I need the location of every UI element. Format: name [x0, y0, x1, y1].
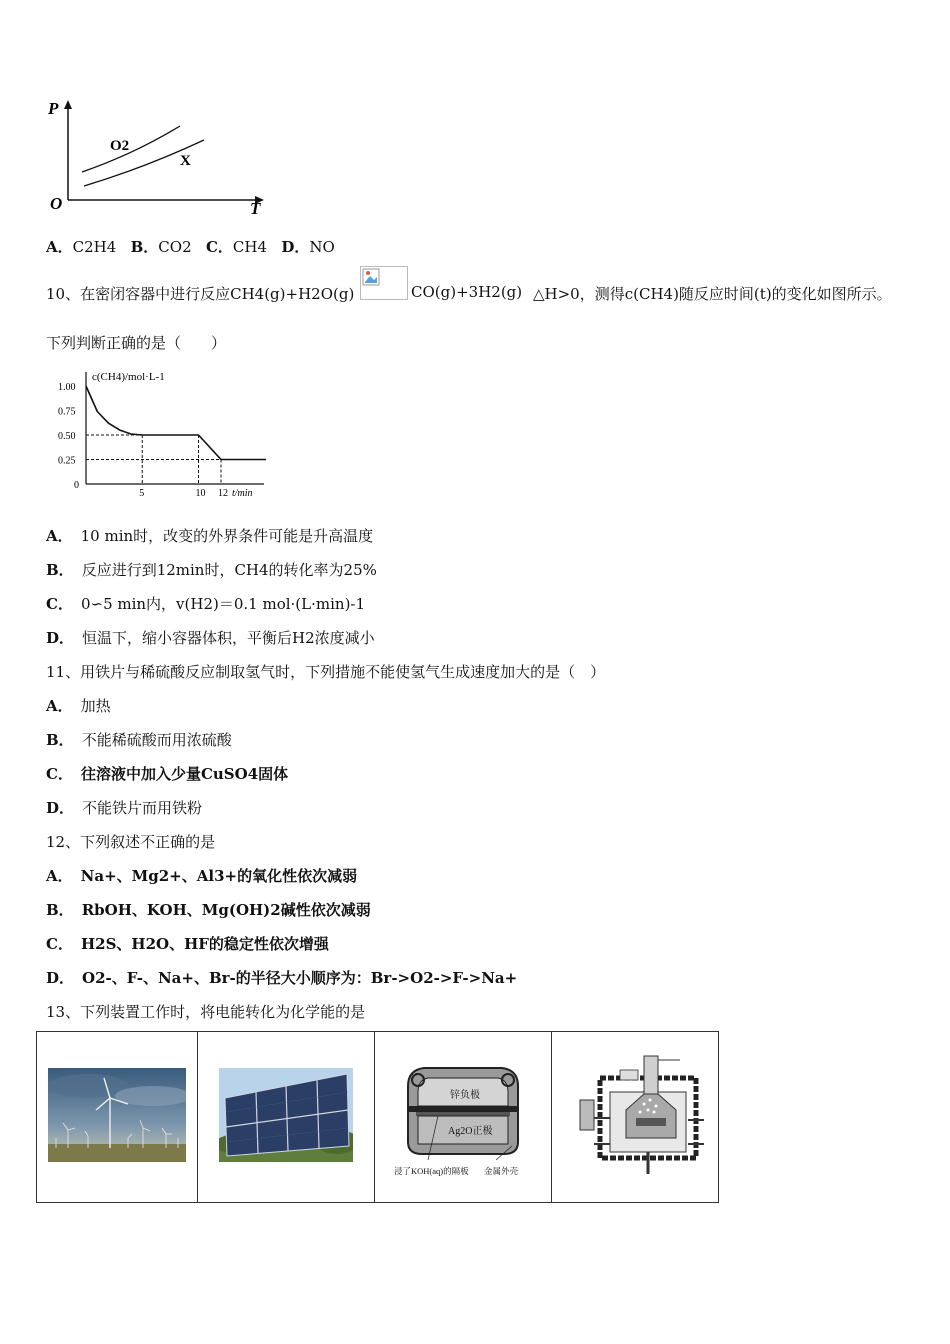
- chart-y-tick-label: 1.00: [58, 382, 76, 393]
- q11-option-c: C． 往溶液中加入少量CuSO4固体: [46, 765, 289, 783]
- device-cell-solar: [198, 1032, 375, 1203]
- device-cell-electrolysis: [552, 1032, 719, 1203]
- chart-x-tick-label: 12: [218, 488, 228, 499]
- pt-curve-o2: [82, 126, 180, 172]
- chart-y-tick-label: 0.25: [58, 455, 76, 467]
- q10-option-a: A． 10 min时，改变的外界条件可能是升高温度: [46, 527, 374, 545]
- q9-option-b: B．CO2: [130, 238, 192, 256]
- device-cell-battery: [375, 1032, 552, 1203]
- q13-stem: 13、下列装置工作时，将电能转化为化学能的是: [46, 1003, 366, 1021]
- q11-option-d: D． 不能铁片而用铁粉: [46, 799, 203, 817]
- chart-x-axis-label: t/min: [232, 488, 253, 499]
- q9-options: [46, 236, 335, 257]
- q10-option-b: B． 反应进行到12min时，CH4的转化率为25%: [46, 561, 377, 579]
- q12-option-b: B． RbOH、KOH、Mg(OH)2碱性依次减弱: [46, 901, 371, 919]
- q12-option-d: D． O2-、F-、Na+、Br-的半径大小顺序为：Br->O2->F->Na+: [46, 969, 518, 987]
- pt-graph: [44, 96, 274, 220]
- solar-panel-photo: [219, 1068, 353, 1162]
- battery-bottom-label: Ag2O正极: [448, 1126, 493, 1137]
- chart-x-tick-label: 5: [139, 488, 145, 499]
- chart-y-tick-label: 0.75: [58, 406, 76, 418]
- button-battery-diagram: [388, 1050, 538, 1180]
- device-cell-wind: [37, 1032, 198, 1203]
- battery-caption-left: 浸了KOH(aq)的隔板: [394, 1166, 469, 1176]
- chart-y-tick-label: 0.50: [58, 431, 76, 442]
- broken-image-icon: [360, 266, 408, 300]
- q9-option-d: D．NO: [281, 238, 335, 256]
- chart-series-line-ch4: [86, 386, 266, 460]
- q9-option-c: C．CH4: [205, 238, 267, 256]
- q12-stem: 12、下列叙述不正确的是: [46, 833, 216, 851]
- q11-stem: 11、用铁片与稀硫酸反应制取氢气时，下列措施不能使氢气生成速度加大的是（ ）: [46, 663, 606, 681]
- battery-top-label: 锌负极: [450, 1090, 480, 1101]
- q10-stem-part1: 10、在密闭容器中进行反应CH4(g)+H2O(g): [46, 285, 355, 303]
- pt-curve-o2-label: O2: [110, 138, 130, 154]
- q11-option-a: A． 加热: [46, 697, 111, 715]
- pt-y-arrow: [64, 100, 72, 109]
- q9-option-a: A．C2H4: [46, 238, 117, 256]
- q12-option-a: A． Na+、Mg2+、Al3+的氧化性依次减弱: [46, 867, 358, 885]
- pt-y-label: P: [48, 99, 59, 118]
- q10-stem-part2: CO(g)+3H2(g): [411, 283, 523, 301]
- pt-x-label: T: [250, 199, 261, 218]
- battery-caption-right: 金属外壳: [484, 1166, 519, 1176]
- q10-stem-part3: △H>0，测得c(CH4)随反应时间(t)的变化如图所示。: [533, 285, 892, 303]
- pt-curve-x-label: X: [180, 153, 191, 169]
- q10-option-c: C． 0∽5 min内，v(H2)＝0.1 mol·(L·min)-1: [46, 595, 366, 613]
- q10-stem-line2: 下列判断正确的是（ ）: [46, 334, 227, 352]
- q12-option-c: C． H2S、H2O、HF的稳定性依次增强: [46, 935, 329, 953]
- q11-option-b: B． 不能稀硫酸而用浓硫酸: [46, 731, 232, 749]
- electrolytic-cell-diagram: [560, 1048, 710, 1182]
- pt-origin-label: O: [50, 194, 63, 213]
- chart-x-tick-label: 10: [195, 488, 206, 499]
- device-table: [36, 1031, 719, 1203]
- chart-y-axis-label: c(CH4)/mol·L-1: [92, 371, 165, 383]
- q10-option-d: D． 恒温下，缩小容器体积，平衡后H2浓度减小: [46, 629, 375, 647]
- chart-origin-label: 0: [74, 480, 79, 491]
- wind-turbine-photo: [48, 1068, 186, 1162]
- ch4-chart: [56, 364, 276, 504]
